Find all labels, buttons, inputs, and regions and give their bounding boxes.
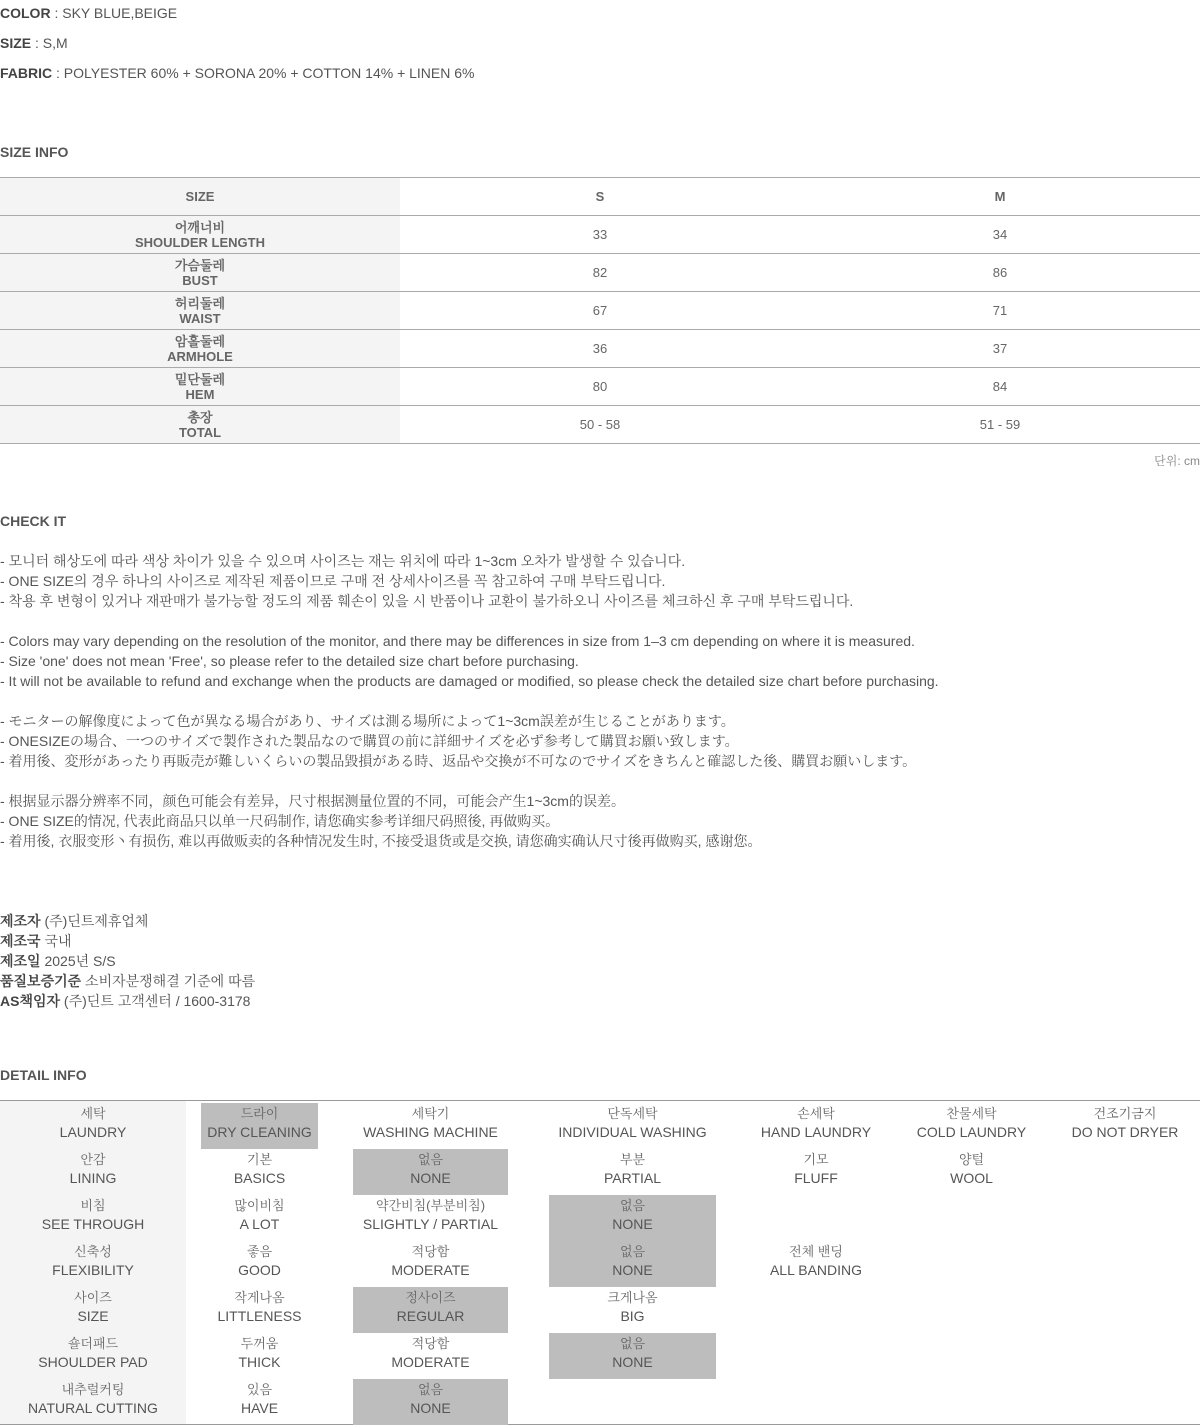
detail-row-header [0,1151,186,1191]
detail-info-grid [0,1100,1200,1425]
detail-option-en: DO NOT DRYER [1071,1124,1179,1140]
maker-info [0,911,255,1011]
detail-option-ko: 전체 밴딩 [789,1244,843,1259]
check-it-title: CHECK IT [0,513,67,529]
detail-option-en: BASICS [233,1170,286,1186]
spec-fabric [0,63,475,83]
detail-option-ko: 단독세탁 [607,1106,658,1121]
detail-option-ko: 적당함 [411,1336,450,1351]
spec-size-label: SIZE [0,35,32,51]
size-s-value: 80 [400,368,800,406]
detail-option [1050,1103,1200,1149]
size-unit-note: 단위: cm [1154,454,1200,468]
measure-ko: 허리둘레 [174,295,226,311]
table-row [0,216,1200,254]
size-m-value: 84 [800,368,1200,406]
detail-header-en: SHOULDER PAD [38,1354,148,1370]
table-row [0,254,1200,292]
maker-key: AS책임자 [0,993,61,1009]
detail-option [905,1149,1038,1195]
note-line: - Colors may vary depending on the resolution of the monitor, and there may be differences in size from 1–3 cm depending on where it is measured. [0,633,915,649]
detail-option [186,1333,333,1379]
detail-option-en: PARTIAL [603,1170,662,1186]
maker-row [0,911,255,931]
detail-option-en: COLD LAUNDRY [916,1124,1027,1140]
detail-option-ko: 드라이 [240,1106,279,1121]
detail-option [549,1103,716,1149]
detail-option-en: NONE [410,1170,451,1186]
detail-option-ko: 적당함 [411,1244,450,1259]
measure-ko: 어깨너비 [174,219,226,235]
measure-label [0,254,400,292]
spec-size-value: : S,M [35,35,68,51]
note-line: - 모니터 해상도에 따라 색상 차이가 있을 수 있으며 사이즈는 재는 위치에 따라 1~3cm 오차가 발생할 수 있습니다. [0,553,686,569]
check-it-notes [0,551,939,851]
measure-en: HEM [185,386,215,402]
detail-header-en: LAUNDRY [59,1124,127,1140]
maker-row [0,951,255,971]
measure-ko: 밑단둘레 [174,371,226,387]
detail-header-en: LINING [69,1170,117,1186]
detail-option-ko: 약간비침(부분비침) [375,1198,486,1213]
detail-option-ko: 세탁기 [411,1106,450,1121]
detail-header-en: FLEXIBILITY [52,1262,134,1278]
maker-row [0,971,255,991]
table-row [0,406,1200,444]
measure-label [0,216,400,254]
detail-option-en: THICK [238,1354,281,1370]
detail-option [549,1195,716,1241]
detail-option-ko: 있음 [246,1382,273,1397]
detail-option [549,1333,716,1379]
detail-info-title: DETAIL INFO [0,1067,87,1083]
detail-header-ko: 안감 [80,1152,106,1167]
spec-fabric-label: FABRIC [0,65,53,81]
size-header-s: S [400,178,800,216]
detail-header-ko: 내추럴커팅 [61,1382,125,1397]
note-line: - 착용 후 변형이 있거나 재판매가 불가능할 정도의 제품 훼손이 있을 시 반품이나 교환이 불가하오니 사이즈를 체크하신 후 구매 부탁드립니다. [0,593,854,609]
maker-row [0,991,255,1011]
detail-row-header [0,1197,186,1237]
spec-size [0,33,68,53]
table-row [0,330,1200,368]
measure-label [0,368,400,406]
note-line: - 着用後、変形があったり再販売が難しいくらいの製品毀損がある時、返品や交換が不可なのでサイズをきちんと確認した後、購買お願いします。 [0,753,917,769]
measure-label [0,292,400,330]
detail-option-ko: 없음 [417,1382,444,1397]
spec-color [0,3,177,23]
size-s-value: 50 - 58 [400,406,800,444]
detail-header-ko: 숄더패드 [67,1336,119,1351]
maker-value: 국내 [44,933,72,949]
detail-option [741,1149,891,1195]
note-line: - ONESIZEの場合、一つのサイズで製作された製品なので購買の前に詳細サイズを必ず参考して購買お願い致します。 [0,733,739,749]
detail-option-en: INDIVIDUAL WASHING [558,1124,707,1140]
detail-option-ko: 기본 [246,1152,273,1167]
size-m-value: 37 [800,330,1200,368]
size-m-value: 86 [800,254,1200,292]
detail-row-header [0,1335,186,1375]
measure-label [0,406,400,444]
detail-option [549,1241,716,1287]
note-line: - モニターの解像度によって色が異なる場合があり、サイズは測る場所によって1~3cm誤差が生じることがあります。 [0,713,735,729]
detail-option-ko: 기모 [803,1152,829,1167]
detail-option [353,1379,508,1425]
note-line: - It will not be available to refund and exchange when the products are damaged or modified, so please check the detailed size chart before purchasing. [0,673,939,689]
maker-value: 2025년 S/S [44,953,116,969]
detail-header-ko: 사이즈 [74,1290,112,1305]
detail-header-ko: 비침 [80,1198,106,1213]
maker-key: 제조국 [0,933,41,949]
size-s-value: 82 [400,254,800,292]
detail-option-en: WOOL [950,1170,993,1186]
detail-option-ko: 양털 [958,1152,985,1167]
detail-option-ko: 찬물세탁 [946,1106,997,1121]
detail-option-ko: 좋음 [246,1244,273,1259]
detail-option [353,1149,508,1195]
detail-option-en: MODERATE [391,1262,470,1278]
measure-en: ARMHOLE [167,348,233,364]
detail-option [741,1103,891,1149]
size-s-value: 67 [400,292,800,330]
detail-option [549,1149,716,1195]
size-m-value: 34 [800,216,1200,254]
note-line: - 根据显示器分辨率不同，颜色可能会有差异，尺寸根据测量位置的不同，可能会产生1~3cm的误差。 [0,793,625,809]
detail-option-ko: 많이비침 [234,1198,285,1213]
detail-option-ko: 두꺼움 [240,1336,279,1351]
measure-label [0,330,400,368]
note-line: - ONE SIZE的情况, 代表此商品只以单一尺码制作, 请您确实参考详细尺码照後, 再做购买。 [0,813,560,829]
detail-option [353,1103,508,1149]
detail-option-en: NONE [612,1354,653,1370]
maker-key: 제조일 [0,953,41,969]
detail-option [741,1241,891,1287]
detail-header-ko: 신축성 [74,1244,112,1259]
size-s-value: 36 [400,330,800,368]
detail-option-ko: 작게나옴 [234,1290,285,1305]
detail-option-ko: 없음 [417,1152,444,1167]
note-line: - ONE SIZE의 경우 하나의 사이즈로 제작된 제품이므로 구매 전 상세사이즈를 꼭 참고하여 구매 부탁드립니다. [0,573,666,589]
measure-ko: 총장 [187,409,213,425]
detail-row-header [0,1243,186,1283]
maker-value: 소비자분쟁해결 기준에 따름 [85,973,256,989]
size-info-title: SIZE INFO [0,144,69,160]
detail-option-en: WASHING MACHINE [363,1124,498,1140]
measure-ko: 암홀둘레 [174,333,226,349]
table-row [0,368,1200,406]
detail-row-header [0,1381,186,1421]
maker-key: 제조자 [0,913,41,929]
detail-option [186,1241,333,1287]
detail-option-en: LITTLENESS [217,1308,302,1324]
note-line: - 着用後, 衣服变形丶有损伤, 难以再做贩卖的各种情况发生时, 不接受退货或是交换, 请您确实确认尺寸後再做购买, 感谢您。 [0,833,762,849]
detail-option [549,1287,716,1333]
table-row [0,292,1200,330]
detail-option [353,1241,508,1287]
spec-color-value: : SKY BLUE,BEIGE [54,5,178,21]
maker-row [0,931,255,951]
size-table [0,177,1200,444]
detail-option-en: BIG [620,1308,645,1324]
maker-value: (주)딘트 고객센터 / 1600-3178 [63,993,251,1009]
detail-option-en: MODERATE [391,1354,470,1370]
detail-option [186,1195,333,1241]
maker-key: 품질보증기준 [0,973,82,989]
detail-option [186,1287,333,1333]
detail-option-ko: 부분 [619,1152,646,1167]
maker-value: (주)딘트제휴업체 [44,913,149,929]
detail-option-ko: 손세탁 [797,1106,835,1121]
note-line: - Size 'one' does not mean 'Free', so please refer to the detailed size chart before purchasing. [0,653,579,669]
detail-option-en: GOOD [238,1262,281,1278]
measure-en: WAIST [179,310,221,326]
size-m-value: 51 - 59 [800,406,1200,444]
size-header-m: M [800,178,1200,216]
detail-option [905,1103,1038,1149]
measure-en: SHOULDER LENGTH [135,234,265,250]
detail-option-en: SLIGHTLY / PARTIAL [362,1216,499,1232]
detail-option-en: ALL BANDING [769,1262,863,1278]
measure-en: TOTAL [178,424,222,440]
detail-option-en: REGULAR [396,1308,465,1324]
detail-option-ko: 정사이즈 [405,1290,456,1305]
detail-option-en: HAND LAUNDRY [760,1124,872,1140]
size-header-label: SIZE [0,178,400,216]
detail-header-en: NATURAL CUTTING [28,1400,158,1416]
detail-option-en: A LOT [239,1216,280,1232]
detail-option-ko: 없음 [619,1198,646,1213]
detail-header-ko: 세탁 [80,1106,106,1121]
detail-option [186,1379,333,1425]
detail-option-ko: 크게나옴 [607,1290,658,1305]
detail-option-en: HAVE [240,1400,279,1416]
detail-option-ko: 없음 [619,1336,646,1351]
detail-row-header [0,1105,186,1145]
size-table-header [0,178,1200,216]
detail-option-en: FLUFF [794,1170,838,1186]
spec-fabric-value: : POLYESTER 60% + SORONA 20% + COTTON 14% + LINEN 6% [56,65,475,81]
size-m-value: 71 [800,292,1200,330]
measure-en: BUST [182,272,218,288]
detail-option-ko: 없음 [619,1244,646,1259]
detail-option [353,1195,508,1241]
detail-option-en: NONE [612,1216,653,1232]
detail-option [353,1287,508,1333]
detail-option [353,1333,508,1379]
detail-option [186,1149,333,1195]
detail-option-ko: 건조기금지 [1093,1106,1157,1121]
detail-row-header [0,1289,186,1329]
detail-option [201,1103,318,1149]
size-s-value: 33 [400,216,800,254]
detail-option-en: NONE [612,1262,653,1278]
detail-option-en: NONE [410,1400,451,1416]
measure-ko: 가슴둘레 [174,257,226,273]
detail-option-en: DRY CLEANING [207,1124,312,1140]
detail-header-en: SIZE [77,1308,109,1324]
detail-header-en: SEE THROUGH [41,1216,145,1232]
spec-color-label: COLOR [0,5,51,21]
